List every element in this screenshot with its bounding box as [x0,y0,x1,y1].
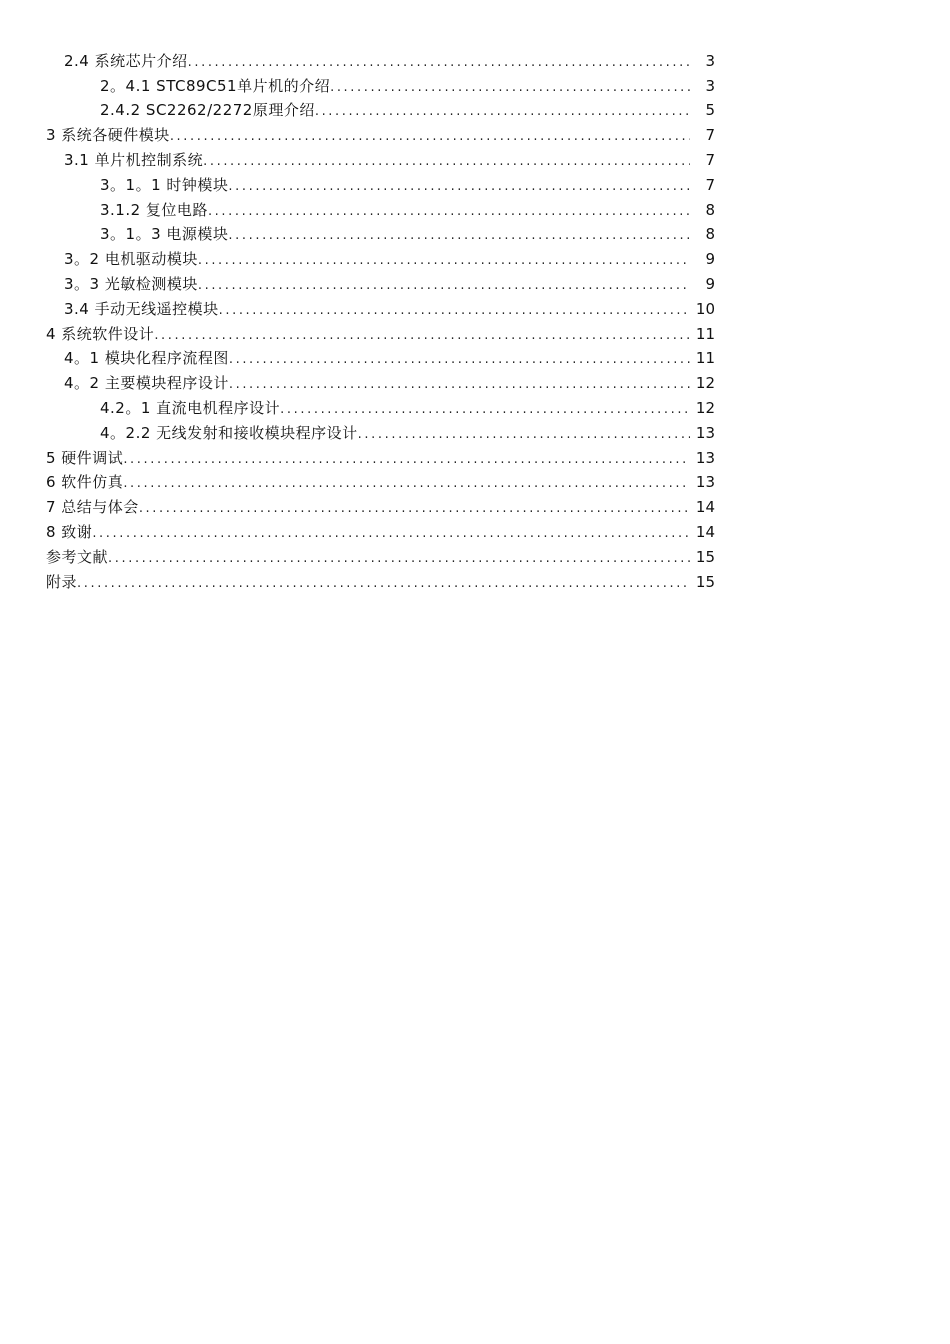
toc-entry-page: 10 [695,299,715,318]
toc-entry-page: 8 [705,200,715,219]
toc-dot-leader [188,56,690,74]
toc-entry-title: 3.1.2 复位电路 [100,200,208,219]
toc-entry[interactable] [0,421,950,446]
toc-dot-leader [198,279,690,297]
toc-dot-leader [219,304,690,322]
table-of-contents [0,49,950,595]
toc-entry-page: 8 [705,225,715,244]
toc-entry-page: 3 [705,51,715,70]
toc-entry[interactable] [0,297,950,322]
toc-entry-title: 7 总结与体会 [46,498,139,517]
toc-entry-title: 参考文献 [46,547,109,566]
toc-entry[interactable] [0,545,950,570]
toc-entry-page: 14 [695,523,715,542]
toc-dot-leader [330,81,690,99]
toc-entry-title: 6 软件仿真 [46,473,124,492]
toc-entry-title: 3 系统各硬件模块 [46,126,170,145]
toc-entry[interactable] [0,148,950,173]
toc-entry-page: 15 [695,547,715,566]
toc-entry-title: 2.4.2 SC2262/2272原理介绍 [100,101,315,120]
toc-entry[interactable] [0,322,950,347]
toc-entry-page: 13 [695,423,715,442]
toc-entry[interactable] [0,371,950,396]
toc-entry[interactable] [0,173,950,198]
toc-entry[interactable] [0,49,950,74]
toc-entry-page: 13 [695,473,715,492]
toc-entry-page: 5 [705,101,715,120]
toc-dot-leader [280,403,690,421]
toc-entry[interactable] [0,570,950,595]
toc-entry[interactable] [0,272,950,297]
toc-dot-leader [229,378,690,396]
toc-dot-leader [208,205,690,223]
toc-entry-title: 3。2 电机驱动模块 [64,250,198,269]
toc-entry-page: 7 [705,175,715,194]
toc-entry[interactable] [0,74,950,99]
toc-entry-page: 12 [695,399,715,418]
toc-dot-leader [154,329,690,347]
toc-entry-page: 7 [705,126,715,145]
toc-entry[interactable] [0,446,950,471]
toc-entry[interactable] [0,247,950,272]
toc-entry-page: 13 [695,448,715,467]
toc-entry-page: 7 [705,151,715,170]
toc-dot-leader [358,428,690,446]
toc-entry-title: 2。4.1 STC89C51单片机的介绍 [100,76,331,95]
toc-entry[interactable] [0,198,950,223]
toc-entry-page: 14 [695,498,715,517]
toc-entry-title: 5 硬件调试 [46,448,124,467]
toc-entry[interactable] [0,123,950,148]
toc-entry[interactable] [0,396,950,421]
toc-dot-leader [108,552,690,570]
toc-entry-title: 3.1 单片机控制系统 [64,151,204,170]
toc-entry-title: 8 致谢 [46,523,93,542]
toc-dot-leader [228,229,690,247]
toc-entry-page: 15 [695,572,715,591]
toc-entry[interactable] [0,347,950,372]
toc-entry-title: 4。1 模块化程序流程图 [64,349,229,368]
toc-entry[interactable] [0,495,950,520]
toc-dot-leader [77,577,690,595]
toc-dot-leader [229,353,690,371]
toc-entry-title: 4。2.2 无线发射和接收模块程序设计 [100,423,358,442]
toc-entry[interactable] [0,471,950,496]
toc-entry-title: 3。1。1 时钟模块 [100,175,229,194]
toc-dot-leader [170,130,690,148]
toc-dot-leader [92,527,690,545]
toc-dot-leader [198,254,690,272]
toc-entry-page: 9 [705,275,715,294]
toc-dot-leader [315,105,690,123]
toc-dot-leader [123,477,690,495]
toc-entry-title: 附录 [46,572,78,591]
toc-entry[interactable] [0,223,950,248]
toc-entry-title: 3.4 手动无线遥控模块 [64,299,219,318]
toc-entry[interactable] [0,99,950,124]
toc-entry-page: 9 [705,250,715,269]
toc-entry-title: 4 系统软件设计 [46,324,155,343]
toc-dot-leader [123,453,690,471]
toc-entry-page: 11 [695,324,715,343]
toc-dot-leader [203,155,690,173]
toc-entry-page: 12 [695,374,715,393]
toc-entry-title: 3。1。3 电源模块 [100,225,229,244]
toc-entry-title: 2.4 系统芯片介绍 [64,51,188,70]
toc-entry[interactable] [0,520,950,545]
toc-dot-leader [228,180,690,198]
toc-dot-leader [139,502,690,520]
toc-entry-title: 4。2 主要模块程序设计 [64,374,229,393]
toc-entry-title: 4.2。1 直流电机程序设计 [100,399,281,418]
toc-entry-title: 3。3 光敏检测模块 [64,275,198,294]
toc-entry-page: 11 [695,349,715,368]
toc-entry-page: 3 [705,76,715,95]
